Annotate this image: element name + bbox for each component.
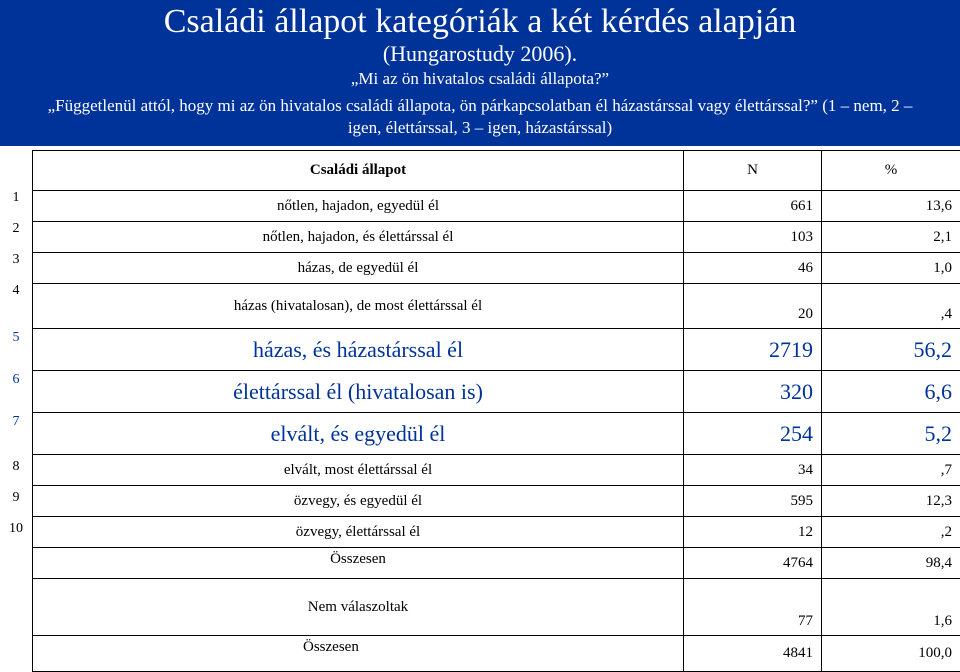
table-row [33, 253, 960, 284]
row-label: élettárssal él (hivatalosan is) [33, 371, 684, 413]
header-category: Családi állapot [33, 151, 684, 191]
row-number: 1 [0, 190, 32, 206]
total-pct: 100,0 [822, 636, 960, 672]
row-number: 4 [0, 283, 32, 299]
row-n: 103 [684, 222, 822, 253]
total-label: Összesen [33, 636, 684, 672]
row-n: 34 [684, 455, 822, 486]
missing-row [33, 579, 960, 636]
row-label: nőtlen, hajadon, egyedül él [33, 191, 684, 222]
row-label: házas (hivatalosan), de most élettárssal él [33, 284, 684, 329]
row-label: elvált, most élettárssal él [33, 455, 684, 486]
row-n: 2719 [684, 329, 822, 371]
row-pct: 56,2 [822, 329, 960, 371]
row-label: nőtlen, hajadon, és élettárssal él [33, 222, 684, 253]
row-number: 7 [0, 414, 32, 430]
row-number: 6 [0, 372, 32, 388]
row-pct: 5,2 [822, 413, 960, 455]
slide-subtitle: (Hungarostudy 2006). [0, 41, 960, 67]
row-number: 8 [0, 459, 32, 475]
missing-pct: 1,6 [822, 579, 960, 636]
question-2-codes-a: (1 – nem, 2 – [822, 96, 912, 115]
table-row [33, 329, 960, 371]
row-number: 3 [0, 252, 32, 268]
total-n: 4841 [684, 636, 822, 672]
question-2-codes-b: igen, élettárssal, 3 – igen, házastárssal) [0, 116, 960, 139]
row-label: elvált, és egyedül él [33, 413, 684, 455]
row-pct: ,4 [822, 284, 960, 329]
row-label: özvegy, és egyedül él [33, 486, 684, 517]
row-number: 5 [0, 330, 32, 346]
question-2-main: „Függetlenül attól, hogy mi az ön hivatalos családi állapota, ön párkapcsolatban él házastárssal vagy élettárssal?” [48, 96, 818, 115]
row-pct: ,2 [822, 517, 960, 548]
slide-header [0, 0, 960, 146]
question-1: „Mi az ön hivatalos családi állapota?” [0, 68, 960, 89]
family-status-table [32, 150, 960, 672]
row-pct: 1,0 [822, 253, 960, 284]
row-label: házas, de egyedül él [33, 253, 684, 284]
row-pct: 6,6 [822, 371, 960, 413]
row-number: 10 [0, 521, 32, 537]
table-header-row [33, 151, 960, 191]
row-pct: ,7 [822, 455, 960, 486]
missing-n: 77 [684, 579, 822, 636]
slide-title: Családi állapot kategóriák a két kérdés alapján [0, 2, 960, 42]
subtotal-row [33, 548, 960, 579]
row-pct: 12,3 [822, 486, 960, 517]
total-row [33, 636, 960, 672]
row-label: özvegy, élettárssal él [33, 517, 684, 548]
table-row [33, 486, 960, 517]
missing-label: Nem válaszoltak [33, 579, 684, 636]
header-n: N [684, 151, 822, 191]
question-2 [0, 94, 960, 117]
subtotal-label: Összesen [33, 548, 684, 579]
table-row [33, 455, 960, 486]
table-row [33, 284, 960, 329]
row-number: 2 [0, 221, 32, 237]
table-row [33, 191, 960, 222]
row-pct: 2,1 [822, 222, 960, 253]
row-n: 20 [684, 284, 822, 329]
row-label: házas, és házastárssal él [33, 329, 684, 371]
row-n: 595 [684, 486, 822, 517]
subtotal-n: 4764 [684, 548, 822, 579]
row-n: 46 [684, 253, 822, 284]
table-row [33, 371, 960, 413]
row-pct: 13,6 [822, 191, 960, 222]
table-row [33, 222, 960, 253]
row-n: 12 [684, 517, 822, 548]
row-n: 254 [684, 413, 822, 455]
table-row [33, 517, 960, 548]
row-n: 661 [684, 191, 822, 222]
row-number: 9 [0, 490, 32, 506]
table-row [33, 413, 960, 455]
subtotal-pct: 98,4 [822, 548, 960, 579]
header-pct: % [822, 151, 960, 191]
row-n: 320 [684, 371, 822, 413]
